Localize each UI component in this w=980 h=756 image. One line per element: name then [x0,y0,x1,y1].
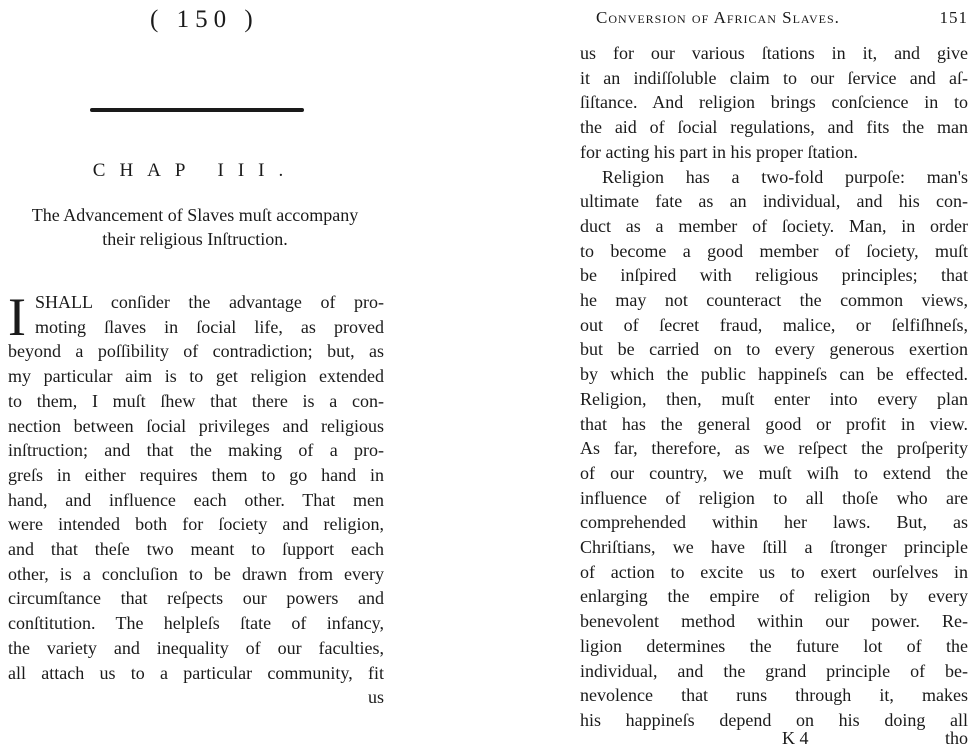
text-line: conſtitution. The helpleſs ſtate of infancy, [8,613,384,634]
chapter-heading: CHAP III. [92,160,298,181]
text-line: beyond a poſſibility of contradiction; but, as [8,341,384,362]
text-line: for acting his part in his proper ſtation. [580,141,858,162]
drop-cap: I [8,294,26,340]
text-line: nevolence that runs through it, makes [580,685,968,706]
text-line: moting ſlaves in ſocial life, as proved [35,316,384,337]
text-line: of our country, we muſt wiſh to extend the [580,462,968,483]
running-head-title: Conversion of African Slaves. [596,8,840,27]
catchword: tho [944,728,968,748]
text-line: be inſpired with religious principles; that [580,265,968,286]
left-page [0,0,390,756]
text-line: benevolent method within our power. Re- [580,611,968,632]
text-line: circumſtance that reſpects our powers and [8,588,384,609]
text-line: hand, and influence each other. That men [8,489,384,510]
running-head [596,8,968,28]
catchword: us [367,687,384,708]
text-line: of action to excite us to exert ourſelves in [580,561,968,582]
page-number: 151 [939,8,968,27]
text-line: but be carried on to every generous exertion [580,339,968,360]
text-line: and that theſe two meant to ſupport each [8,539,384,560]
text-line: to them, I muſt ſhew that there is a con- [8,390,384,411]
text-line: by which the public happineſs can be effected. [580,364,968,385]
text-line: ſiſtance. And religion brings conſcience in to [580,92,968,113]
chapter-title [0,203,390,251]
text-line: inſtruction; and that the making of a pro- [8,440,384,461]
text-line: duct as a member of ſociety. Man, in order [580,215,968,236]
text-line: ligion determines the future lot of the [580,635,968,656]
text-line: his happineſs depend on his doing all [580,709,968,730]
text-line: greſs in either requires them to go hand in [8,464,384,485]
text-line: that has the general good or profit in view. [580,413,968,434]
text-line: As far, therefore, as we reſpect the proſperity [580,438,968,459]
text-line: the variety and inequality of our faculties, [8,637,384,658]
body-text [580,41,968,733]
text-line: influence of religion to all thoſe who are [580,487,968,508]
ornamental-rule [90,108,304,112]
text-line: ultimate fate as an individual, and his con- [580,191,968,212]
text-line: nection between ſocial privileges and religious [8,415,384,436]
text-line: to become a good member of ſociety, muſt [580,240,968,261]
text-line: all attach us to a particular community, fit [8,662,384,683]
signature-mark: K 4 [782,728,809,748]
text-line: Chriſtians, we have ſtill a ſtronger principle [580,537,968,558]
text-line: comprehended within her laws. But, as [580,512,968,533]
text-line: SHALL conſider the advantage of pro- [35,292,384,312]
text-line: individual, and the grand principle of be- [580,660,968,681]
text-line: out of ſecret fraud, malice, or ſelfiſhneſs, [580,314,968,335]
text-line: enlarging the empire of religion by every [580,586,968,607]
text-line: the aid of ſocial regulations, and fits the man [580,117,968,138]
chapter-title-line: The Advancement of Slaves muſt accompany [31,205,359,225]
text-line: Religion has a two-fold purpoſe: man's [602,166,968,187]
text-line: he may not counteract the common views, [580,290,968,311]
right-page [578,0,970,756]
text-line: were intended both for ſociety and religion, [8,514,384,535]
text-line: other, is a concluſion to be drawn from every [8,563,384,584]
body-text [8,290,384,710]
text-line: my particular aim is to get religion extended [8,366,384,387]
text-line: us for our various ſtations in it, and give [580,43,968,63]
text-line: it an indiſſoluble claim to our ſervice and aſ- [580,67,968,88]
chapter-title-line: their religious Inſtruction. [102,229,288,249]
text-line: Religion, then, muſt enter into every plan [580,388,968,409]
page-number: ( 150 ) [150,6,259,33]
